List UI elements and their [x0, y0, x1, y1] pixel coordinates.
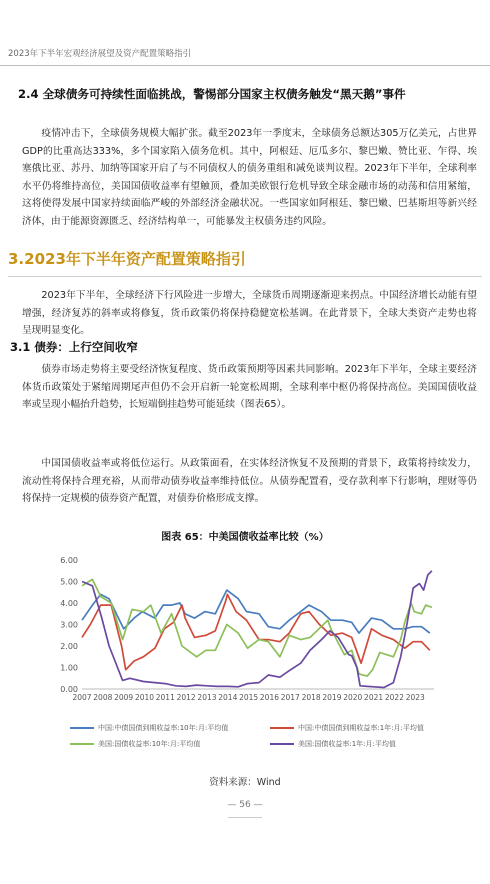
x-tick-label: 2013: [197, 693, 217, 702]
legend-item-us-10y: [70, 739, 200, 749]
x-tick-label: 2012: [176, 693, 196, 702]
y-tick-label: 4.00: [60, 599, 78, 608]
running-header: 2023年下半年宏观经济展望及资产配置策略指引: [8, 49, 192, 59]
section-3-paragraph: 2023年下半年，全球经济下行风险进一步增大，全球货币周期逐渐迎来拐点。中国经济增长动能有望增强，经济复苏的斜率或将修复，货币政策仍将保持稳健宽松基调。在此背景下，全球大类资产走势也将呈现明显变化。: [22, 290, 477, 336]
y-tick-label: 0.00: [60, 685, 78, 694]
x-tick-label: 2008: [93, 693, 113, 702]
x-tick-label: 2021: [364, 693, 384, 702]
yield-line-chart: [50, 552, 440, 712]
section-3-1-paragraph-1: 债券市场走势将主要受经济恢复程度、货币政策预期等因素共同影响。2023年下半年，全球主要经济体货币政策处于紧缩周期尾声但仍不会开启新一轮宽松周期，全球利率中枢仍将保持高位。美国国债收益率或呈现小幅抬升趋势，长短端倒挂趋势可能延续（图表65）。: [22, 364, 477, 410]
x-tick-label: 2023: [405, 693, 425, 702]
series-line-us-1y: [82, 571, 432, 688]
legend-item-cn-1y: [270, 723, 424, 733]
y-tick-label: 3.00: [60, 620, 78, 630]
x-tick-label: 2015: [239, 693, 259, 702]
legend-label-cn-1y: 中国:中债国债到期收益率:1年:月:平均值: [298, 724, 424, 732]
section-3-1-heading: 3.1 债券：上行空间收窄: [10, 340, 138, 354]
legend-label-us-10y: 美国:国债收益率:10年:月:平均值: [98, 740, 201, 748]
y-tick-label: 1.00: [60, 663, 78, 673]
legend-item-cn-10y: [70, 723, 228, 733]
x-tick-label: 2017: [280, 693, 300, 702]
legend-item-us-1y: [270, 739, 396, 749]
x-tick-label: 2016: [259, 693, 280, 702]
x-tick-label: 2010: [134, 693, 155, 702]
series-line-cn-10y: [82, 590, 430, 633]
x-tick-label: 2011: [155, 693, 175, 702]
legend-label-us-1y: 美国:国债收益率:1年:月:平均值: [298, 740, 396, 748]
page-number: — 56 —: [227, 800, 263, 810]
section-2-4-paragraph: 疫情冲击下，全球债务规模大幅扩张。截至2023年一季度末，全球债务总额达305万亿美元，占世界GDP的比重高达333%，多个国家陷入债务危机。其中，阿根廷、厄瓜多尔、黎巴嫩、赞比亚、乍得、埃塞俄比亚、苏丹、加纳等国家开启了与不同债权人的债务重组和减免谈判议程。2023年下半年，全球利率水平仍将维持高位，美国国债收益率有望触顶，叠加美欧银行危机导致全球金融市场的动荡和信用紧缩，这将使得发展中国家持续面临严峻的外部经济金融状况。一些国家如阿根廷、黎巴嫩、巴基斯坦等新兴经济体，由于能源资源匮乏、经济结构单一，可能暴发主权债务违约风险。: [22, 128, 477, 227]
chart-title: 图表 65：中美国债收益率比较（%）: [161, 532, 329, 543]
x-tick-label: 2014: [218, 693, 238, 702]
x-tick-label: 2009: [114, 693, 134, 702]
chart-source: 资料来源：Wind: [209, 777, 281, 788]
y-tick-label: 6.00: [60, 556, 78, 565]
legend-swatch-cn-10y: [70, 727, 94, 729]
legend-swatch-us-1y: [270, 743, 294, 745]
legend-swatch-us-10y: [70, 743, 94, 745]
x-tick-label: 2018: [301, 693, 321, 702]
x-tick-label: 2022: [384, 693, 404, 702]
header-divider: [0, 65, 490, 66]
x-tick-label: 2007: [72, 693, 92, 702]
section-3-1-paragraph-2: 中国国债收益率或将低位运行。从政策面看，在实体经济恢复不及预期的背景下，政策将持续发力，流动性将保持合理充裕，从而带动债券收益率维持低位。从债券配置看，受存款利率下行影响，理财等仍将保持一定规模的债券资产配置，对债券价格形成支撑。: [22, 458, 477, 504]
section-3-divider: [8, 276, 482, 277]
y-tick-label: 2.00: [60, 642, 78, 651]
section-3-heading: 3.2023年下半年资产配置策略指引: [8, 250, 246, 268]
page-number-rule: [228, 817, 262, 818]
x-tick-label: 2019: [322, 693, 342, 702]
x-tick-label: 2020: [343, 693, 363, 702]
section-2-4-heading: 2.4 全球债务可持续性面临挑战，警惕部分国家主权债务触发“黑天鹅”事件: [18, 87, 406, 101]
legend-label-cn-10y: 中国:中债国债到期收益率:10年:月:平均值: [98, 724, 229, 732]
y-tick-label: 5.00: [60, 577, 78, 587]
legend-swatch-cn-1y: [270, 727, 294, 729]
